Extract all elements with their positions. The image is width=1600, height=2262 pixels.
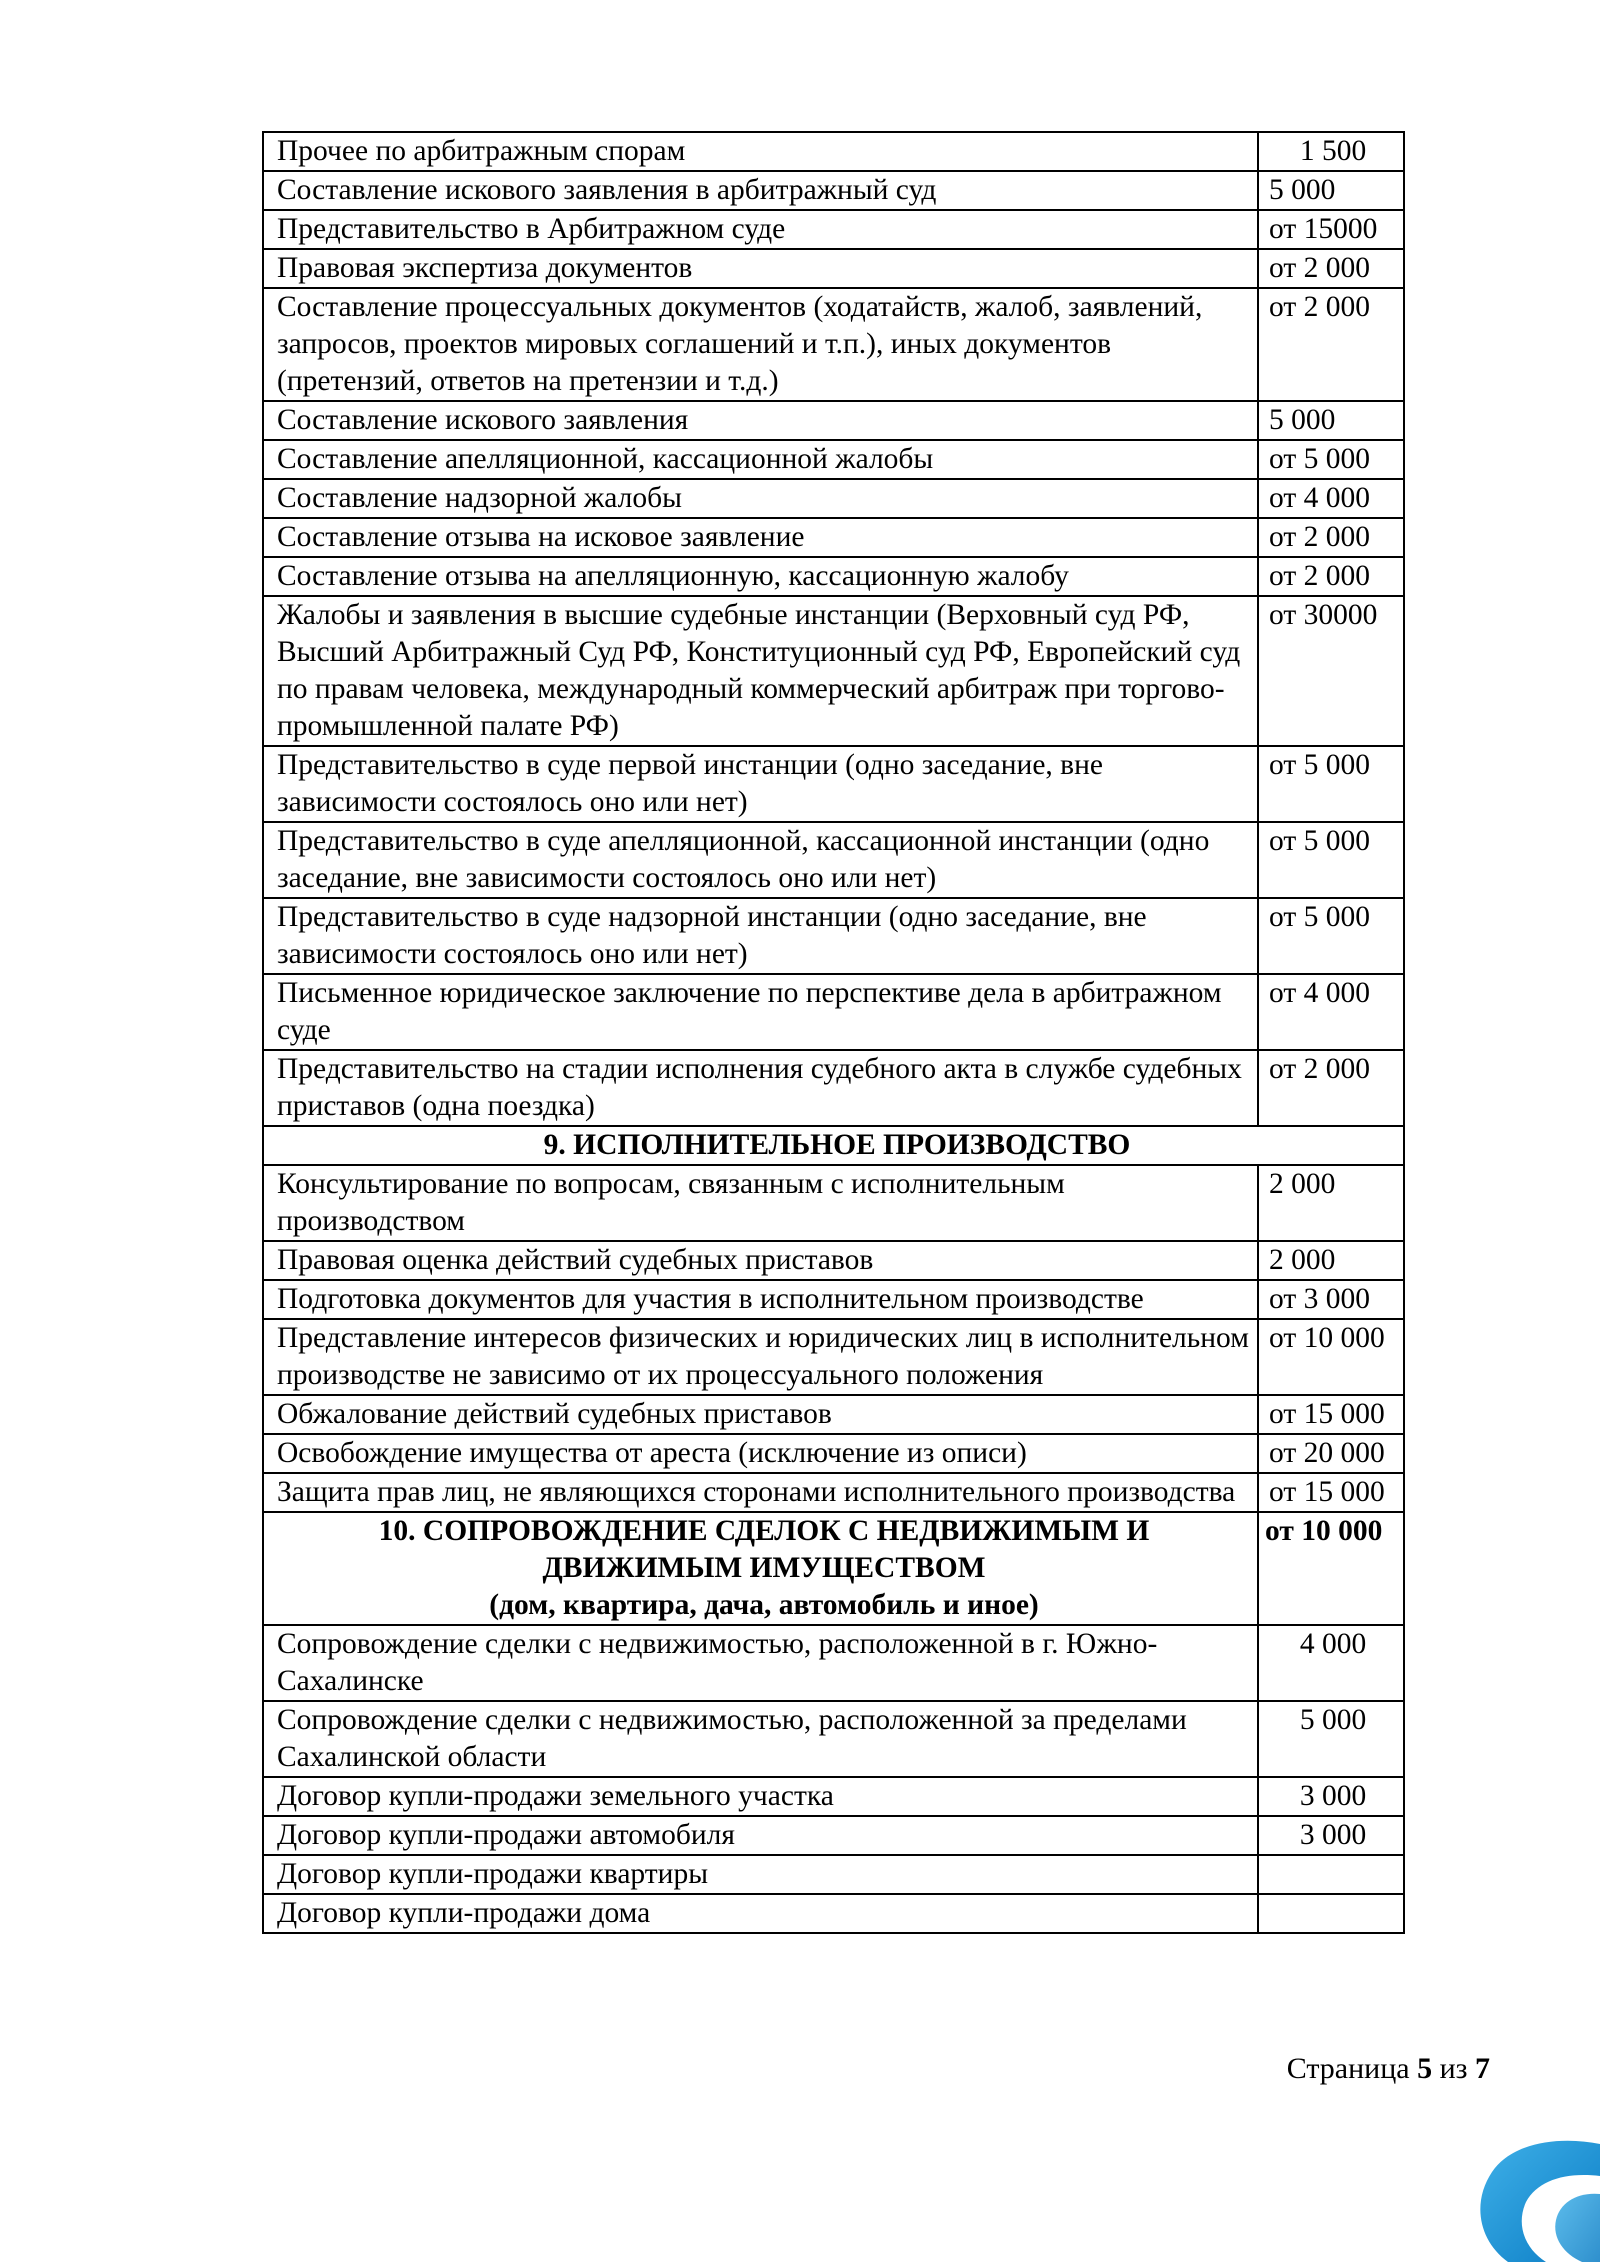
service-name: Правовая оценка действий судебных приставов: [263, 1241, 1258, 1280]
table-row: [263, 746, 1404, 822]
service-name: Представительство в суде апелляционной, кассационной инстанции (одно заседание, вне зависимости состоялось оно или нет): [263, 822, 1258, 898]
service-name: Защита прав лиц, не являющихся сторонами исполнительного производства: [263, 1473, 1258, 1512]
price-table: [262, 131, 1405, 1934]
service-name: Договор купли-продажи дома: [263, 1894, 1258, 1933]
table-row: [263, 249, 1404, 288]
table-row: [263, 518, 1404, 557]
table-row: [263, 288, 1404, 401]
section-title: 9. ИСПОЛНИТЕЛЬНОЕ ПРОИЗВОДСТВО: [263, 1126, 1404, 1165]
table-row: [263, 974, 1404, 1050]
table-row: [263, 1701, 1404, 1777]
service-name: Обжалование действий судебных приставов: [263, 1395, 1258, 1434]
table-row: [263, 401, 1404, 440]
service-price: от 2 000: [1258, 288, 1404, 401]
table-row: [263, 1473, 1404, 1512]
table-row: [263, 1777, 1404, 1816]
service-name: Письменное юридическое заключение по перспективе дела в арбитражном суде: [263, 974, 1258, 1050]
service-price: от 5 000: [1258, 440, 1404, 479]
table-row: [263, 596, 1404, 746]
section-title-cell: [263, 1512, 1258, 1625]
service-price: от 5 000: [1258, 898, 1404, 974]
service-name: Представительство в Арбитражном суде: [263, 210, 1258, 249]
table-row: [263, 1855, 1404, 1894]
section-title: 10. СОПРОВОЖДЕНИЕ СДЕЛОК С НЕДВИЖИМЫМ И ДВИЖИМЫМ ИМУЩЕСТВОМ: [378, 1515, 1150, 1584]
page-total: 7: [1475, 2052, 1490, 2085]
section-price: от 10 000: [1258, 1512, 1404, 1625]
service-price: от 15 000: [1258, 1473, 1404, 1512]
service-name: Составление отзыва на апелляционную, кассационную жалобу: [263, 557, 1258, 596]
service-name: Договор купли-продажи автомобиля: [263, 1816, 1258, 1855]
service-price: от 2 000: [1258, 557, 1404, 596]
table-row: [263, 898, 1404, 974]
service-price: от 4 000: [1258, 974, 1404, 1050]
table-row: [263, 132, 1404, 171]
service-name: Освобождение имущества от ареста (исключение из описи): [263, 1434, 1258, 1473]
table-row: [263, 171, 1404, 210]
service-name: Составление искового заявления в арбитражный суд: [263, 171, 1258, 210]
service-name: Представительство в суде надзорной инстанции (одно заседание, вне зависимости состоялось оно или нет): [263, 898, 1258, 974]
service-price: от 30000: [1258, 596, 1404, 746]
table-row: [263, 1241, 1404, 1280]
service-price: от 2 000: [1258, 249, 1404, 288]
page-current: 5: [1417, 2052, 1433, 2085]
service-price: [1258, 1855, 1404, 1894]
service-name: Сопровождение сделки с недвижимостью, расположенной за пределами Сахалинской области: [263, 1701, 1258, 1777]
service-price: от 15 000: [1258, 1395, 1404, 1434]
page-label: Страница: [1286, 2052, 1410, 2085]
service-price: 4 000: [1258, 1625, 1404, 1701]
table-row: [263, 440, 1404, 479]
service-name: Представительство в суде первой инстанции (одно заседание, вне зависимости состоялось оно или нет): [263, 746, 1258, 822]
table-row: [263, 1280, 1404, 1319]
table-row: [263, 1050, 1404, 1126]
service-name: Прочее по арбитражным спорам: [263, 132, 1258, 171]
table-row: [263, 1894, 1404, 1933]
service-name: Составление искового заявления: [263, 401, 1258, 440]
service-price: [1258, 1894, 1404, 1933]
table-row: [263, 557, 1404, 596]
service-price: от 15000: [1258, 210, 1404, 249]
company-logo-icon: [1468, 2136, 1600, 2262]
service-name: Сопровождение сделки с недвижимостью, расположенной в г. Южно-Сахалинске: [263, 1625, 1258, 1701]
service-price: 2 000: [1258, 1241, 1404, 1280]
service-price: от 2 000: [1258, 518, 1404, 557]
service-price: от 3 000: [1258, 1280, 1404, 1319]
service-name: Составление процессуальных документов (ходатайств, жалоб, заявлений, запросов, проектов мировых соглашений и т.п.), иных документов (претензий, ответов на претензии и т.д.): [263, 288, 1258, 401]
section-header-row: [263, 1126, 1404, 1165]
service-price: 2 000: [1258, 1165, 1404, 1241]
service-price: от 20 000: [1258, 1434, 1404, 1473]
service-price: 1 500: [1258, 132, 1404, 171]
service-name: Составление апелляционной, кассационной жалобы: [263, 440, 1258, 479]
table-row: [263, 1434, 1404, 1473]
service-name: Консультирование по вопросам, связанным с исполнительным производством: [263, 1165, 1258, 1241]
table-row: [263, 1816, 1404, 1855]
service-price: 3 000: [1258, 1777, 1404, 1816]
table-row: [263, 1165, 1404, 1241]
service-price: 3 000: [1258, 1816, 1404, 1855]
service-price: 5 000: [1258, 171, 1404, 210]
section-subtitle: (дом, квартира, дача, автомобиль и иное): [489, 1589, 1039, 1621]
page-footer: [1287, 2052, 1490, 2086]
service-name: Составление отзыва на исковое заявление: [263, 518, 1258, 557]
table-row: [263, 822, 1404, 898]
service-price: от 2 000: [1258, 1050, 1404, 1126]
service-name: Составление надзорной жалобы: [263, 479, 1258, 518]
logo-inner-shape: [1555, 2194, 1600, 2262]
table-row: [263, 210, 1404, 249]
page-of-label: из: [1439, 2052, 1468, 2085]
service-name: Договор купли-продажи квартиры: [263, 1855, 1258, 1894]
service-price: от 5 000: [1258, 746, 1404, 822]
service-price: от 4 000: [1258, 479, 1404, 518]
service-name: Договор купли-продажи земельного участка: [263, 1777, 1258, 1816]
table-row: [263, 479, 1404, 518]
service-name: Правовая экспертиза документов: [263, 249, 1258, 288]
table-row: [263, 1395, 1404, 1434]
service-name: Представление интересов физических и юридических лиц в исполнительном производстве не зависимо от их процессуального положения: [263, 1319, 1258, 1395]
service-name: Жалобы и заявления в высшие судебные инстанции (Верховный суд РФ, Высший Арбитражный Суд РФ, Конституционный суд РФ, Европейский суд по правам человека, международный коммерческий арбитраж при торгово-промышленной палате РФ): [263, 596, 1258, 746]
service-price: 5 000: [1258, 1701, 1404, 1777]
section-header-row: [263, 1512, 1404, 1625]
service-name: Представительство на стадии исполнения судебного акта в службе судебных приставов (одна поездка): [263, 1050, 1258, 1126]
service-price: от 5 000: [1258, 822, 1404, 898]
service-price: от 10 000: [1258, 1319, 1404, 1395]
price-table-body: [263, 132, 1404, 1933]
service-name: Подготовка документов для участия в исполнительном производстве: [263, 1280, 1258, 1319]
table-row: [263, 1319, 1404, 1395]
service-price: 5 000: [1258, 401, 1404, 440]
table-row: [263, 1625, 1404, 1701]
